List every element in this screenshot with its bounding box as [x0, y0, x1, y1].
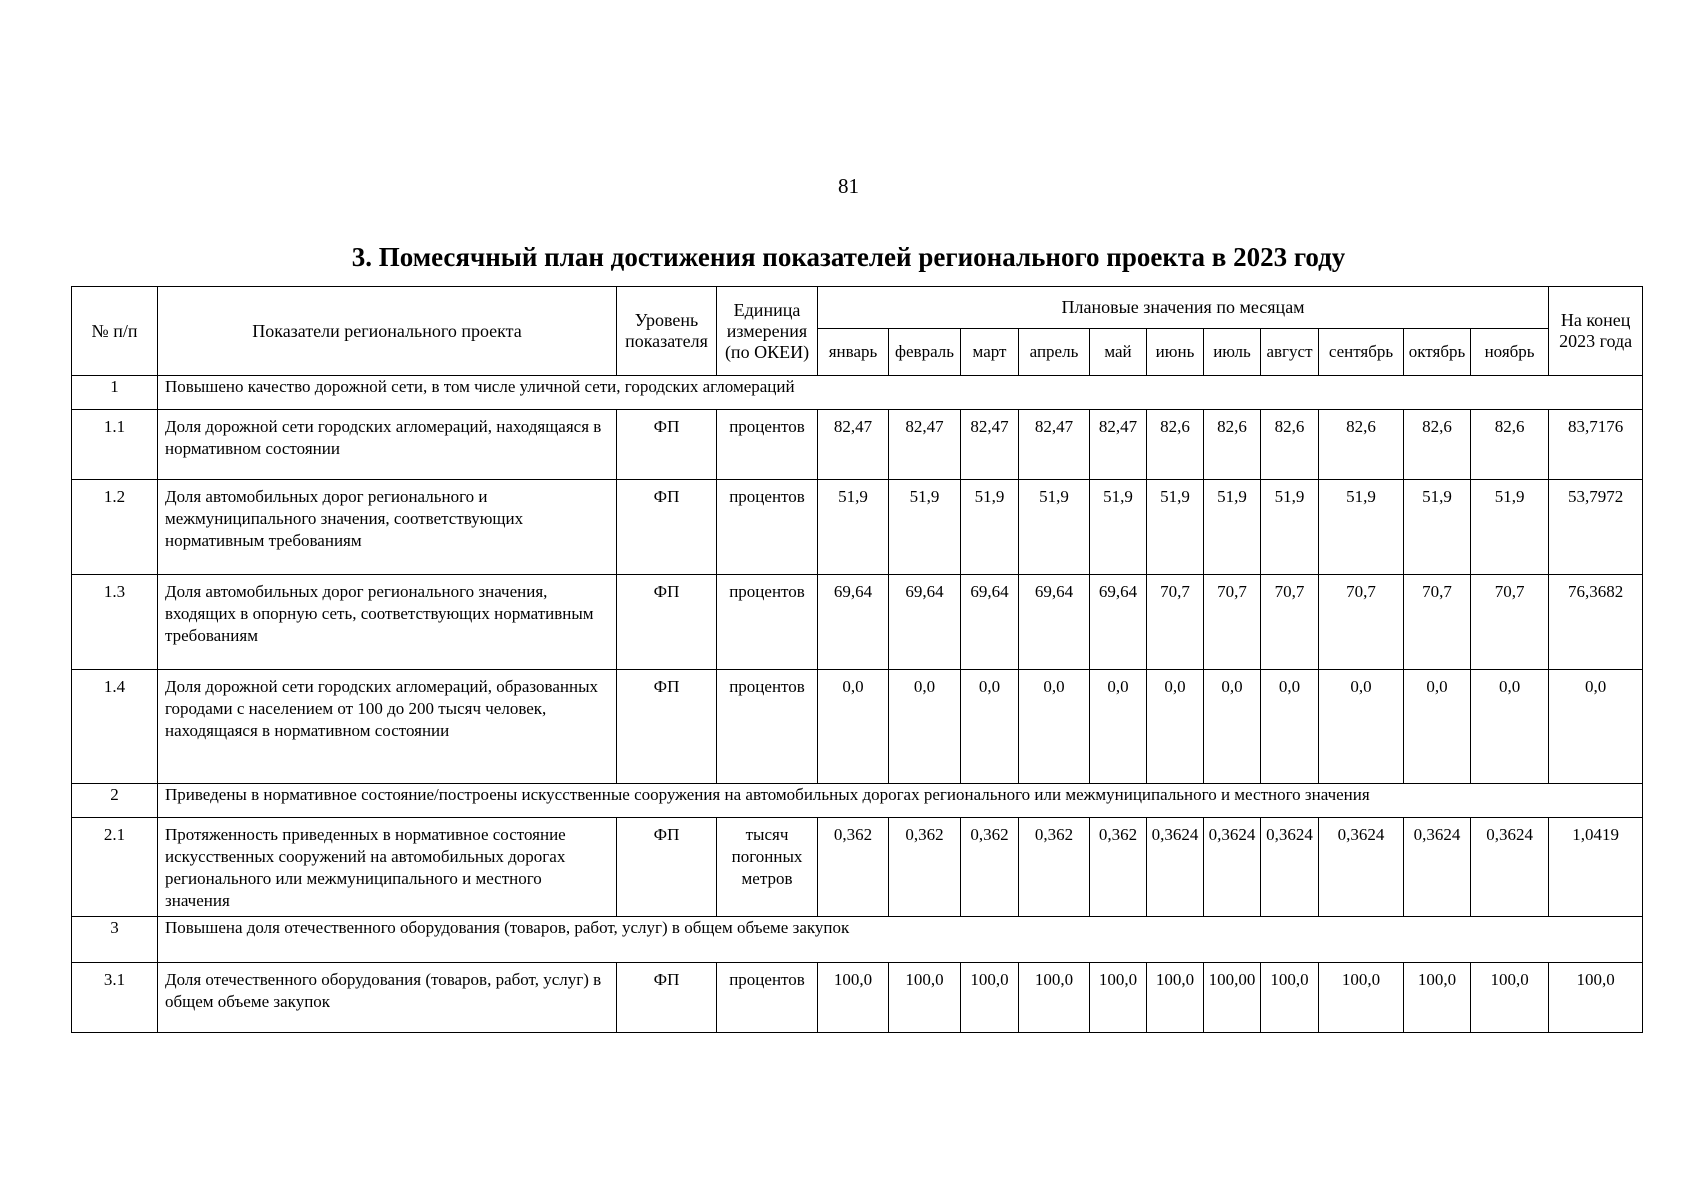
indicator-unit: процентов — [717, 575, 818, 670]
month-value: 82,47 — [961, 410, 1019, 480]
month-value: 69,64 — [961, 575, 1019, 670]
year-end-value: 53,7972 — [1549, 480, 1643, 575]
month-value: 51,9 — [961, 480, 1019, 575]
header-year-end: На конец 2023 года — [1549, 287, 1643, 376]
month-value: 0,362 — [889, 818, 961, 917]
month-value: 100,0 — [818, 963, 889, 1033]
month-value: 0,3624 — [1261, 818, 1319, 917]
indicator-unit: процентов — [717, 963, 818, 1033]
indicator-level: ФП — [617, 818, 717, 917]
year-end-value: 0,0 — [1549, 670, 1643, 784]
header-planned: Плановые значения по месяцам — [818, 287, 1549, 329]
header-month: сентябрь — [1319, 329, 1404, 376]
month-value: 0,3624 — [1404, 818, 1471, 917]
month-value: 51,9 — [1019, 480, 1090, 575]
month-value: 100,0 — [1404, 963, 1471, 1033]
header-indicator: Показатели регионального проекта — [158, 287, 617, 376]
row-number: 2.1 — [72, 818, 158, 917]
header-month: апрель — [1019, 329, 1090, 376]
section-row — [72, 917, 1643, 963]
month-value: 70,7 — [1147, 575, 1204, 670]
header-month: ноябрь — [1471, 329, 1549, 376]
month-value: 70,7 — [1204, 575, 1261, 670]
month-value: 69,64 — [1019, 575, 1090, 670]
monthly-plan-table — [71, 286, 1643, 1033]
indicator-level: ФП — [617, 963, 717, 1033]
section-title: Повышена доля отечественного оборудования (товаров, работ, услуг) в общем объеме закупок — [158, 917, 1643, 963]
section-title: Повышено качество дорожной сети, в том числе уличной сети, городских агломераций — [158, 376, 1643, 410]
header-month: январь — [818, 329, 889, 376]
section-number: 3 — [72, 917, 158, 963]
month-value: 100,0 — [961, 963, 1019, 1033]
section-number: 2 — [72, 784, 158, 818]
indicator-row — [72, 670, 1643, 784]
indicator-name: Протяженность приведенных в нормативное состояние искусственных сооружений на автомобильных дорогах регионального или межмуниципального и местного значения — [158, 818, 617, 917]
month-value: 100,0 — [1090, 963, 1147, 1033]
header-month: март — [961, 329, 1019, 376]
month-value: 51,9 — [818, 480, 889, 575]
year-end-value: 83,7176 — [1549, 410, 1643, 480]
month-value: 82,47 — [889, 410, 961, 480]
month-value: 51,9 — [1261, 480, 1319, 575]
header-level: Уровень показателя — [617, 287, 717, 376]
indicator-level: ФП — [617, 480, 717, 575]
month-value: 100,0 — [1019, 963, 1090, 1033]
indicator-level: ФП — [617, 575, 717, 670]
indicator-unit: процентов — [717, 670, 818, 784]
indicator-name: Доля дорожной сети городских агломераций, находящаяся в нормативном состоянии — [158, 410, 617, 480]
indicator-name: Доля дорожной сети городских агломераций, образованных городами с населением от 100 до 200 тысяч человек, находящаяся в нормативном состоянии — [158, 670, 617, 784]
indicator-row — [72, 818, 1643, 917]
month-value: 0,362 — [1090, 818, 1147, 917]
month-value: 100,0 — [1319, 963, 1404, 1033]
month-value: 0,0 — [961, 670, 1019, 784]
month-value: 69,64 — [889, 575, 961, 670]
month-value: 0,0 — [889, 670, 961, 784]
month-value: 100,0 — [889, 963, 961, 1033]
row-number: 1.2 — [72, 480, 158, 575]
indicator-row — [72, 963, 1643, 1033]
month-value: 51,9 — [1404, 480, 1471, 575]
indicator-level: ФП — [617, 670, 717, 784]
month-value: 70,7 — [1261, 575, 1319, 670]
row-number: 3.1 — [72, 963, 158, 1033]
month-value: 51,9 — [1090, 480, 1147, 575]
month-value: 0,362 — [818, 818, 889, 917]
month-value: 82,47 — [1019, 410, 1090, 480]
header-unit: Единица измерения (по ОКЕИ) — [717, 287, 818, 376]
month-value: 82,47 — [818, 410, 889, 480]
month-value: 0,3624 — [1471, 818, 1549, 917]
indicator-unit: процентов — [717, 480, 818, 575]
indicator-row — [72, 480, 1643, 575]
section-title: Приведены в нормативное состояние/построены искусственные сооружения на автомобильных дорогах регионального или межмуниципального и местного значения — [158, 784, 1643, 818]
month-value: 82,6 — [1204, 410, 1261, 480]
month-value: 0,3624 — [1319, 818, 1404, 917]
month-value: 100,0 — [1261, 963, 1319, 1033]
document-title: 3. Помесячный план достижения показателей регионального проекта в 2023 году — [351, 242, 1346, 272]
month-value: 0,3624 — [1147, 818, 1204, 917]
header-month: октябрь — [1404, 329, 1471, 376]
section-row — [72, 784, 1643, 818]
month-value: 0,0 — [1019, 670, 1090, 784]
indicator-name: Доля отечественного оборудования (товаров, работ, услуг) в общем объеме закупок — [158, 963, 617, 1033]
indicator-name: Доля автомобильных дорог регионального и межмуниципального значения, соответствующих нормативным требованиям — [158, 480, 617, 575]
row-number: 1.1 — [72, 410, 158, 480]
month-value: 82,6 — [1471, 410, 1549, 480]
month-value: 0,0 — [1471, 670, 1549, 784]
month-value: 0,0 — [1147, 670, 1204, 784]
row-number: 1.3 — [72, 575, 158, 670]
header-num: № п/п — [72, 287, 158, 376]
month-value: 51,9 — [1204, 480, 1261, 575]
header-month: май — [1090, 329, 1147, 376]
month-value: 100,0 — [1147, 963, 1204, 1033]
month-value: 70,7 — [1471, 575, 1549, 670]
indicator-name: Доля автомобильных дорог регионального значения, входящих в опорную сеть, соответствующих нормативным требованиям — [158, 575, 617, 670]
month-value: 0,0 — [818, 670, 889, 784]
month-value: 51,9 — [1147, 480, 1204, 575]
indicator-unit: тысяч погонных метров — [717, 818, 818, 917]
month-value: 0,362 — [961, 818, 1019, 917]
indicator-level: ФП — [617, 410, 717, 480]
table-body — [72, 376, 1643, 1033]
month-value: 82,6 — [1319, 410, 1404, 480]
page-number: 81 — [838, 174, 859, 198]
month-value: 51,9 — [1471, 480, 1549, 575]
section-number: 1 — [72, 376, 158, 410]
month-value: 0,0 — [1090, 670, 1147, 784]
header-month: июнь — [1147, 329, 1204, 376]
month-value: 82,6 — [1261, 410, 1319, 480]
indicator-row — [72, 410, 1643, 480]
month-value: 0,362 — [1019, 818, 1090, 917]
month-value: 69,64 — [818, 575, 889, 670]
header-month: август — [1261, 329, 1319, 376]
month-value: 82,47 — [1090, 410, 1147, 480]
month-value: 0,0 — [1261, 670, 1319, 784]
month-value: 70,7 — [1404, 575, 1471, 670]
header-month: июль — [1204, 329, 1261, 376]
month-value: 100,0 — [1471, 963, 1549, 1033]
header-month: февраль — [889, 329, 961, 376]
year-end-value: 1,0419 — [1549, 818, 1643, 917]
month-value: 82,6 — [1404, 410, 1471, 480]
year-end-value: 100,0 — [1549, 963, 1643, 1033]
year-end-value: 76,3682 — [1549, 575, 1643, 670]
month-value: 82,6 — [1147, 410, 1204, 480]
row-number: 1.4 — [72, 670, 158, 784]
month-value: 100,00 — [1204, 963, 1261, 1033]
month-value: 51,9 — [889, 480, 961, 575]
month-value: 0,0 — [1319, 670, 1404, 784]
indicator-row — [72, 575, 1643, 670]
month-value: 0,0 — [1404, 670, 1471, 784]
month-value: 0,3624 — [1204, 818, 1261, 917]
month-value: 69,64 — [1090, 575, 1147, 670]
month-value: 51,9 — [1319, 480, 1404, 575]
section-row — [72, 376, 1643, 410]
indicator-unit: процентов — [717, 410, 818, 480]
month-value: 0,0 — [1204, 670, 1261, 784]
header-row-top — [72, 287, 1643, 329]
month-value: 70,7 — [1319, 575, 1404, 670]
